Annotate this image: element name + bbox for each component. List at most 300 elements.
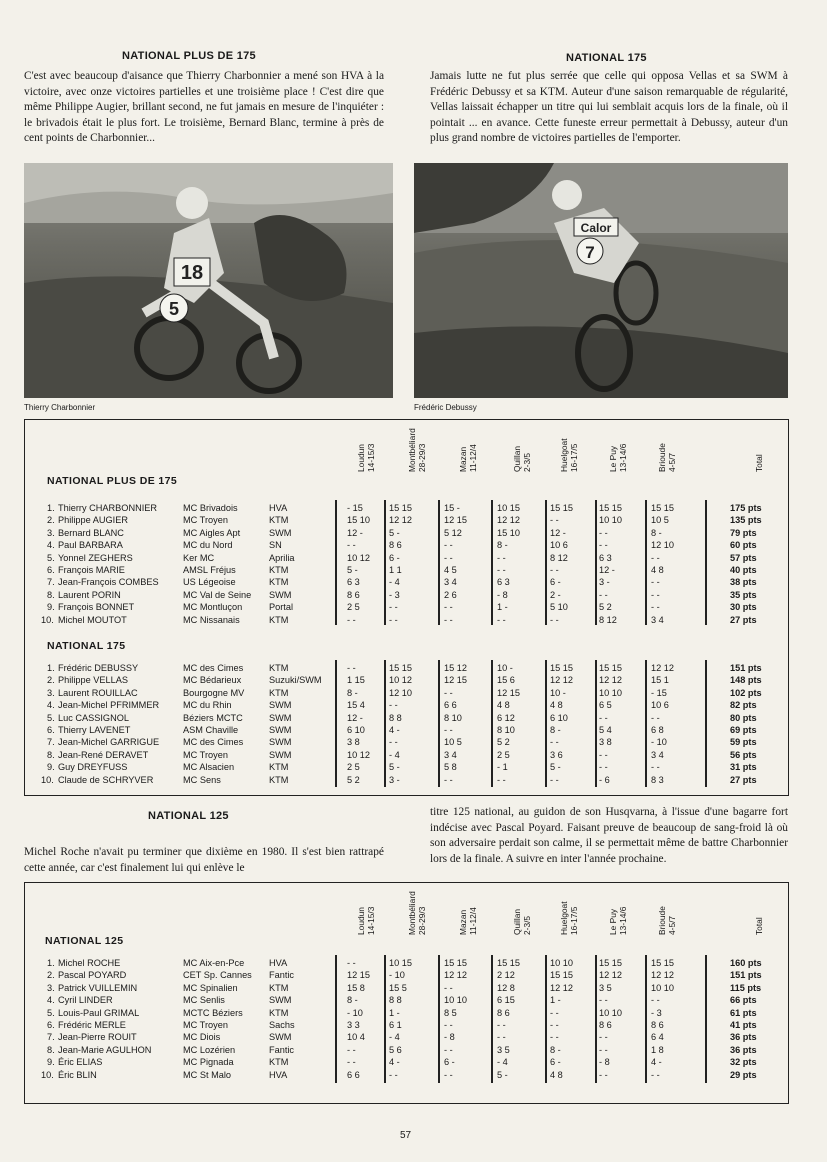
race-result: 15 15 (599, 958, 622, 968)
table-row (25, 982, 788, 994)
race-result: 12 12 (599, 675, 622, 686)
race-result: 8 - (550, 1044, 561, 1055)
race-result: 15 15 (550, 503, 573, 513)
bike-make: Fantic (269, 1044, 295, 1055)
total-points: 38 pts (730, 577, 757, 588)
rank: 4. (47, 995, 55, 1006)
rider-name: Jean-Pierre ROUIT (58, 1032, 137, 1043)
race-result: 15 15 (497, 958, 520, 968)
table-row (25, 601, 788, 613)
race-result: - - (599, 1069, 608, 1080)
column-divider (491, 660, 493, 787)
race-result: - - (389, 602, 398, 613)
rider-name: Cyril LINDER (58, 995, 113, 1006)
total-points: 36 pts (730, 1044, 757, 1055)
race-result: 3 3 (347, 1020, 360, 1030)
race-result: 15 15 (651, 503, 674, 513)
rank: 9. (47, 602, 55, 613)
race-result: - - (444, 540, 453, 551)
race-result: - - (651, 589, 660, 600)
column-divider (545, 660, 547, 787)
race-result: 12 - (599, 565, 615, 575)
club-name: MC St Malo (183, 1069, 231, 1080)
rank: 3. (47, 527, 55, 538)
rider-name: Michel ROCHE (58, 958, 121, 968)
race-result: 12 15 (497, 687, 520, 698)
column-header-2: Mazan 11-12/4 (458, 907, 478, 935)
rider-name: Laurent ROUILLAC (58, 687, 138, 698)
rider-name: Jean-Marie AGULHON (58, 1044, 152, 1055)
column-header-0: Loudun 14-15/3 (356, 443, 376, 472)
race-result: 6 - (389, 552, 400, 563)
race-result: - - (550, 1020, 559, 1030)
race-result: - - (497, 774, 506, 785)
race-result: 15 15 (550, 970, 573, 981)
total-points: 32 pts (730, 1057, 757, 1068)
race-result: 10 10 (599, 687, 622, 698)
race-result: 6 4 (651, 1032, 664, 1043)
motocross-rider-illustration-2 (414, 163, 788, 398)
race-result: - 4 (497, 1057, 508, 1068)
race-result: 5 2 (497, 737, 510, 748)
total-points: 56 pts (730, 749, 757, 760)
bike-make: SWM (269, 995, 292, 1006)
rank: 2. (47, 515, 55, 526)
total-points: 27 pts (730, 614, 757, 625)
bike-make: Aprilia (269, 552, 295, 563)
race-result: - - (599, 762, 608, 773)
race-result: - - (550, 1032, 559, 1043)
race-result: 3 4 (444, 577, 457, 588)
rank: 9. (47, 762, 55, 773)
race-result: 3 4 (651, 749, 664, 760)
club-name: MCTC Béziers (183, 1007, 243, 1018)
column-divider (705, 660, 707, 787)
column-header-7: Total (754, 454, 764, 472)
race-result: - - (550, 774, 559, 785)
club-name: MC Pignada (183, 1057, 234, 1068)
bike-make: SWM (269, 1032, 292, 1043)
race-result: 6 1 (389, 1020, 402, 1030)
bike-make: SWM (269, 527, 292, 538)
race-result: 15 15 (550, 663, 573, 673)
race-result: - - (651, 995, 660, 1006)
club-name: MC Diois (183, 1032, 221, 1043)
column-divider (645, 660, 647, 787)
column-header-6: Brioude 4-5/7 (657, 443, 677, 472)
race-result: 12 12 (497, 515, 520, 526)
column-divider (384, 955, 386, 1083)
race-result: - 15 (651, 687, 667, 698)
column-divider (595, 955, 597, 1083)
race-result: 15 8 (347, 982, 365, 993)
race-result: - 10 (347, 1007, 363, 1018)
column-divider (438, 500, 440, 625)
race-result: - - (444, 602, 453, 613)
n175-article-text: Jamais lutte ne fut plus serrée que celle qui opposa Vellas et sa SWM à Frédéric Debussy et sa KTM. Auteur d'une saison remarquable de régularité, Vellas laissait échapper un titre qui lui semblait acquis lors de la finale, où il pointait ... en avance. Cette funeste erreur permettait à Debussy, auteur d'un plus grand nombre de victoires partielles de l'emporter. (430, 70, 788, 145)
race-result: 10 15 (389, 958, 412, 968)
race-result: - 10 (651, 737, 667, 748)
race-result: - - (347, 614, 356, 625)
total-points: 135 pts (730, 515, 762, 526)
rider-name: Frédéric MERLE (58, 1020, 126, 1030)
rank: 6. (47, 1020, 55, 1030)
race-result: 2 6 (444, 589, 457, 600)
race-result: - 15 (347, 503, 363, 513)
club-name: MC Troyen (183, 1020, 228, 1030)
total-points: 57 pts (730, 552, 757, 563)
column-divider (335, 500, 337, 625)
race-result: 8 10 (444, 712, 462, 723)
race-result: 1 - (389, 1007, 400, 1018)
rank: 2. (47, 970, 55, 981)
race-result: 3 6 (550, 749, 563, 760)
column-header-0: Loudun 14-15/3 (356, 906, 376, 935)
column-header-3: Quillan 2-3/5 (512, 908, 532, 935)
race-result: 6 5 (599, 700, 612, 711)
bike-make: SWM (269, 712, 292, 723)
rider-name: Éric BLIN (58, 1069, 97, 1080)
race-result: - - (347, 663, 356, 673)
total-points: 36 pts (730, 1032, 757, 1043)
race-result: 4 8 (550, 1069, 563, 1080)
table-row (25, 957, 788, 969)
rank: 3. (47, 982, 55, 993)
total-points: 29 pts (730, 1069, 757, 1080)
race-result: - - (444, 1069, 453, 1080)
race-result: 1 15 (347, 675, 365, 686)
rank: 8. (47, 749, 55, 760)
total-points: 35 pts (730, 589, 757, 600)
rank: 6. (47, 565, 55, 575)
bike-make: KTM (269, 515, 289, 526)
club-name: MC Alsacien (183, 762, 235, 773)
total-points: 61 pts (730, 1007, 757, 1018)
race-result: 2 5 (347, 762, 360, 773)
race-result: 8 - (347, 687, 358, 698)
race-result: - - (550, 737, 559, 748)
column-header-5: Le Puy 13-14/6 (608, 443, 628, 472)
race-result: 4 - (389, 725, 400, 735)
rider-name: Thierry LAVENET (58, 725, 131, 735)
race-result: - - (389, 614, 398, 625)
left-photo-plate: 5 (168, 299, 180, 319)
table-box-plus175-175 (24, 419, 789, 796)
charbonnier-photo (24, 163, 393, 398)
race-result: 6 10 (550, 712, 568, 723)
total-points: 151 pts (730, 663, 762, 673)
column-divider (595, 660, 597, 787)
race-result: - - (599, 540, 608, 551)
column-divider (438, 660, 440, 787)
race-result: 8 5 (444, 1007, 457, 1018)
table-row (25, 662, 788, 674)
race-result: - 8 (497, 589, 508, 600)
race-result: 10 6 (651, 700, 669, 711)
race-result: 10 10 (599, 1007, 622, 1018)
race-result: 10 10 (444, 995, 467, 1006)
page-number: 57 (400, 1130, 412, 1141)
race-result: 2 5 (497, 749, 510, 760)
bike-make: SWM (269, 589, 292, 600)
race-result: 5 - (497, 1069, 508, 1080)
race-result: - - (347, 1044, 356, 1055)
race-result: 3 5 (599, 982, 612, 993)
club-name: MC des Cimes (183, 737, 244, 748)
rider-name: Laurent PORIN (58, 589, 121, 600)
race-result: - - (651, 762, 660, 773)
race-result: 8 6 (497, 1007, 510, 1018)
race-result: 8 6 (347, 589, 360, 600)
race-result: - - (497, 1032, 506, 1043)
race-result: 8 8 (389, 995, 402, 1006)
race-result: - - (651, 602, 660, 613)
bike-make: HVA (269, 503, 288, 513)
table-row (25, 994, 788, 1006)
race-result: 8 6 (599, 1020, 612, 1030)
club-name: Ker MC (183, 552, 215, 563)
table-row (25, 1031, 788, 1043)
column-header-6: Brioude 4-5/7 (657, 906, 677, 935)
rank: 4. (47, 540, 55, 551)
bike-make: KTM (269, 982, 289, 993)
table-row (25, 699, 788, 711)
debussy-caption: Frédéric Debussy (414, 403, 477, 412)
table-row (25, 761, 788, 773)
rank: 3. (47, 687, 55, 698)
race-result: 3 8 (599, 737, 612, 748)
rank: 5. (47, 712, 55, 723)
club-name: US Légeoise (183, 577, 236, 588)
race-result: 5 10 (550, 602, 568, 613)
table-row (25, 774, 788, 786)
race-result: - 10 (389, 970, 405, 981)
total-points: 60 pts (730, 540, 757, 551)
race-result: 10 12 (347, 552, 370, 563)
race-result: 15 15 (599, 503, 622, 513)
race-result: - - (651, 712, 660, 723)
race-result: 4 - (651, 1057, 662, 1068)
race-result: 6 3 (599, 552, 612, 563)
club-name: ASM Chaville (183, 725, 239, 735)
race-result: - 3 (651, 1007, 662, 1018)
race-result: 6 - (550, 577, 561, 588)
race-result: - - (444, 725, 453, 735)
column-divider (438, 955, 440, 1083)
race-result: 12 12 (444, 970, 467, 981)
plus175-table-title: NATIONAL PLUS DE 175 (47, 475, 178, 487)
race-result: - - (599, 712, 608, 723)
bike-make: KTM (269, 1057, 289, 1068)
club-name: Bourgogne MV (183, 687, 245, 698)
table-row (25, 712, 788, 724)
rider-name: Patrick VUILLEMIN (58, 982, 138, 993)
race-result: 6 3 (497, 577, 510, 588)
column-divider (491, 500, 493, 625)
race-result: 8 8 (389, 712, 402, 723)
column-header-7: Total (754, 917, 764, 935)
table-row (25, 576, 788, 588)
n175-table-title: NATIONAL 175 (47, 640, 126, 652)
total-points: 41 pts (730, 1020, 757, 1030)
race-result: 15 6 (497, 675, 515, 686)
race-result: 2 5 (347, 602, 360, 613)
race-result: - - (550, 515, 559, 526)
club-name: MC Nissanais (183, 614, 240, 625)
club-name: Béziers MCTC (183, 712, 243, 723)
n125-article-text-left: Michel Roche n'avait pu terminer que dixième en 1980. Il s'est bien rattrapé cette année, car c'est finalement lui qui enlève le (24, 846, 384, 874)
n125-table-title: NATIONAL 125 (45, 935, 124, 947)
rider-name: Jean-Michel GARRIGUE (58, 737, 160, 748)
race-result: - - (599, 1044, 608, 1055)
race-result: 3 4 (651, 614, 664, 625)
rank: 6. (47, 725, 55, 735)
race-result: - - (497, 565, 506, 575)
rider-name: Claude de SCHRYVER (58, 774, 154, 785)
race-result: 5 6 (389, 1044, 402, 1055)
race-result: 10 10 (651, 982, 674, 993)
race-result: 12 - (347, 712, 363, 723)
race-result: 10 10 (550, 958, 573, 968)
race-result: 15 12 (444, 663, 467, 673)
table-row (25, 736, 788, 748)
n175-article-title: NATIONAL 175 (566, 52, 647, 64)
race-result: 4 8 (550, 700, 563, 711)
plus175-article-title: NATIONAL PLUS DE 175 (122, 50, 256, 62)
race-result: - - (599, 589, 608, 600)
race-result: - - (389, 1069, 398, 1080)
bike-make: SWM (269, 725, 292, 735)
rank: 8. (47, 1044, 55, 1055)
race-result: - - (444, 552, 453, 563)
race-result: 3 8 (347, 737, 360, 748)
race-result: - - (444, 774, 453, 785)
rider-name: Frédéric DEBUSSY (58, 663, 139, 673)
bike-make: Portal (269, 602, 294, 613)
rank: 1. (47, 958, 55, 968)
column-header-3: Quillan 2-3/5 (512, 445, 532, 472)
race-result: 8 12 (599, 614, 617, 625)
total-points: 27 pts (730, 774, 757, 785)
bike-make: KTM (269, 577, 289, 588)
total-points: 160 pts (730, 958, 762, 968)
total-points: 69 pts (730, 725, 757, 735)
bike-make: HVA (269, 958, 288, 968)
club-name: MC Troyen (183, 515, 228, 526)
race-result: - - (347, 540, 356, 551)
race-result: 6 10 (347, 725, 365, 735)
race-result: - - (550, 1007, 559, 1018)
column-header-4: Huelgoat 16-17/5 (559, 438, 579, 472)
race-result: - 4 (389, 749, 400, 760)
rider-name: Bernard BLANC (58, 527, 124, 538)
race-result: 8 - (347, 995, 358, 1006)
column-divider (384, 500, 386, 625)
total-points: 115 pts (730, 982, 762, 993)
race-result: 8 12 (550, 552, 568, 563)
club-name: MC du Rhin (183, 700, 232, 711)
race-result: 6 - (550, 1057, 561, 1068)
bike-make: Suzuki/SWM (269, 675, 322, 686)
race-result: 5 - (550, 762, 561, 773)
race-result: 6 8 (651, 725, 664, 735)
rider-name: Jean-François COMBES (58, 577, 159, 588)
table-row (25, 1069, 788, 1081)
race-result: 8 6 (389, 540, 402, 551)
race-result: 1 - (497, 602, 508, 613)
race-result: 12 10 (651, 540, 674, 551)
race-result: - 8 (599, 1057, 610, 1068)
table-row (25, 589, 788, 601)
race-result: 15 10 (497, 527, 520, 538)
rider-name: Jean-Michel PFRIMMER (58, 700, 160, 711)
rider-name: Louis-Paul GRIMAL (58, 1007, 140, 1018)
race-result: - 6 (599, 774, 610, 785)
race-result: 5 4 (599, 725, 612, 735)
race-result: 3 4 (444, 749, 457, 760)
race-result: - 1 (497, 762, 508, 773)
race-result: 1 1 (389, 565, 402, 575)
column-divider (545, 500, 547, 625)
column-header-5: Le Puy 13-14/6 (608, 906, 628, 935)
bike-make: SN (269, 540, 282, 551)
column-header-2: Mazan 11-12/4 (458, 444, 478, 472)
race-result: 12 10 (389, 687, 412, 698)
race-result: 12 12 (599, 970, 622, 981)
table-row (25, 1007, 788, 1019)
rider-name: Philippe VELLAS (58, 675, 128, 686)
rank: 7. (47, 577, 55, 588)
rider-name: Thierry CHARBONNIER (58, 503, 158, 513)
race-result: 4 - (389, 1057, 400, 1068)
total-points: 80 pts (730, 712, 757, 723)
table-row (25, 564, 788, 576)
total-points: 79 pts (730, 527, 757, 538)
bike-make: Sachs (269, 1020, 295, 1030)
club-name: MC du Nord (183, 540, 233, 551)
race-result: 12 - (347, 527, 363, 538)
rank: 5. (47, 1007, 55, 1018)
left-photo-bib: 18 (180, 262, 204, 284)
race-result: 8 - (550, 725, 561, 735)
rider-name: François MARIE (58, 565, 125, 575)
club-name: CET Sp. Cannes (183, 970, 252, 981)
n125-article-text-right: titre 125 national, au guidon de son Husqvarna, à l'issue d'une bagarre fort indécise avec Pascal Poyard. Faisant preuve de beaucoup de sang-froid là où son adversaire perdait son calme, il se permettait même de battre Charbonnier lors de la finale. A suivre en inter l'année prochaine. (430, 806, 788, 865)
table-row (25, 749, 788, 761)
bike-make: Fantic (269, 970, 295, 981)
bike-make: KTM (269, 1007, 289, 1018)
race-result: - - (599, 527, 608, 538)
rank: 1. (47, 503, 55, 513)
race-result: - - (599, 749, 608, 760)
total-points: 151 pts (730, 970, 762, 981)
club-name: MC Bédarieux (183, 675, 242, 686)
race-result: 5 - (389, 527, 400, 538)
table-row (25, 527, 788, 539)
race-result: 8 - (497, 540, 508, 551)
bike-make: KTM (269, 614, 289, 625)
race-result: 15 15 (389, 663, 412, 673)
rank: 8. (47, 589, 55, 600)
race-result: 2 12 (497, 970, 515, 981)
race-result: 4 8 (497, 700, 510, 711)
total-points: 59 pts (730, 737, 757, 748)
rank: 1. (47, 663, 55, 673)
club-name: MC Senlis (183, 995, 225, 1006)
bike-make: HVA (269, 1069, 288, 1080)
race-result: - 4 (389, 577, 400, 588)
race-result: - 8 (444, 1032, 455, 1043)
